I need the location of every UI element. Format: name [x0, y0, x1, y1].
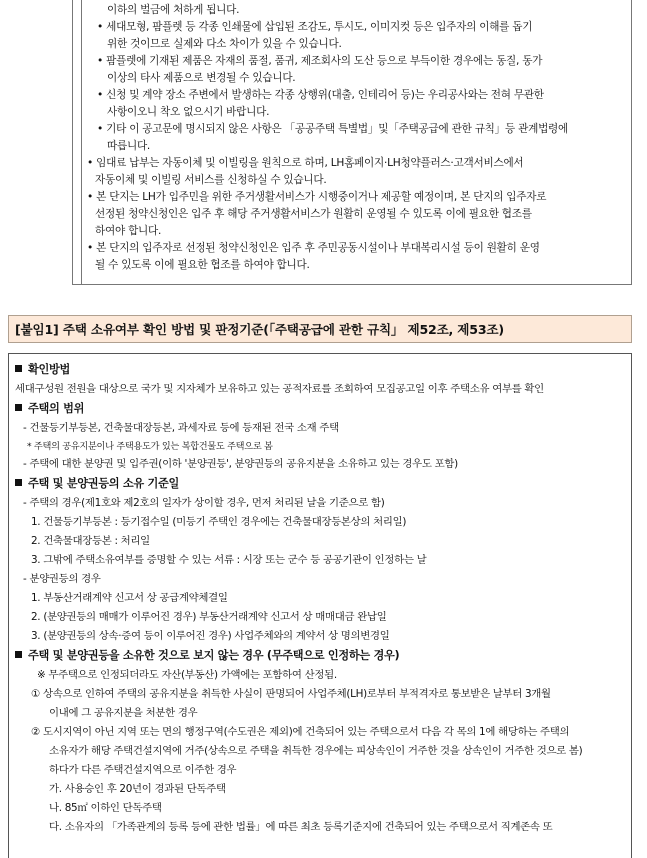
basis-housing-item: 1. 건물등기부등본 : 등기접수일 (미등기 주택인 경우에는 건축물대장등본상의 처리일) — [31, 516, 407, 528]
notice-box — [72, 0, 632, 285]
notice-line: • 본 단지는 LH가 입주민을 위한 주거생활서비스가 시행중이거나 제공할 예정이며, 본 단지의 입주자로 — [87, 191, 547, 203]
method-heading-text: 확인방법 — [28, 363, 71, 376]
notice-line: • 세대모형, 팜플렛 등 각종 인쇄물에 삽입된 조감도, 투시도, 이미지컷 등은 입주자의 이해를 돕기 — [97, 21, 533, 33]
square-bullet-icon — [15, 365, 22, 372]
notice-divider — [81, 0, 82, 284]
basis-presale: - 분양권등의 경우 — [23, 573, 101, 585]
exempt-line: 가. 사용승인 후 20년이 경과된 단독주택 — [49, 783, 226, 795]
criteria-box — [8, 353, 632, 858]
exempt-line: 다. 소유자의 「가족관계의 등록 등에 관한 법률」에 따른 최초 등록기준지에 건축되어 있는 주택으로서 직계존속 또 — [49, 821, 553, 833]
exempt-note: ※ 무주택으로 인정되더라도 자산(부동산) 가액에는 포함하여 산정됨. — [37, 669, 337, 681]
scope-heading-text: 주택의 범위 — [28, 402, 85, 415]
attachment-title: [붙임1] 주택 소유여부 확인 방법 및 판정기준(「주택공급에 관한 규칙」 제52조, 제53조) — [8, 315, 632, 343]
exempt-heading — [11, 646, 629, 666]
basis-housing-item: 2. 건축물대장등본 : 처리일 — [31, 535, 150, 547]
exempt-line: 하다가 다른 주택건설지역으로 이주한 경우 — [49, 764, 237, 776]
notice-text — [87, 2, 627, 274]
basis-presale-item: 2. (분양권등의 매매가 이루어진 경우) 부동산거래계약 신고서 상 매매대금 완납일 — [31, 611, 387, 623]
exempt-line: 나. 85㎡ 이하인 단독주택 — [49, 802, 162, 814]
exempt-line: ② 도시지역이 아닌 지역 또는 면의 행정구역(수도권은 제외)에 건축되어 있는 주택으로서 다음 각 목의 1에 해당하는 주택의 — [31, 726, 570, 738]
method-heading — [11, 360, 629, 380]
exempt-heading-text: 주택 및 분양권등을 소유한 것으로 보지 않는 경우 (무주택으로 인정하는 경우) — [28, 649, 400, 662]
basis-presale-item: 1. 부동산거래계약 신고서 상 공급계약체결일 — [31, 592, 228, 604]
notice-line: 하여야 합니다. — [95, 225, 162, 237]
square-bullet-icon — [15, 651, 22, 658]
basis-housing-item: 3. 그밖에 주택소유여부를 증명할 수 있는 서류 : 시장 또는 군수 등 공공기관이 인정하는 날 — [31, 554, 427, 566]
notice-line: • 기타 이 공고문에 명시되지 않은 사항은 「공공주택 특별법」및「주택공급에 관한 규칙」등 관계법령에 — [97, 123, 569, 135]
scope-note: * 주택의 공유지분이나 주택용도가 있는 복합건물도 주택으로 봄 — [27, 441, 273, 452]
notice-line: 이하의 벌금에 처하게 됩니다. — [107, 4, 240, 16]
exempt-line: 이내에 그 공유지분을 처분한 경우 — [49, 707, 198, 719]
basis-heading — [11, 474, 629, 494]
scope-heading — [11, 399, 629, 419]
method-text: 세대구성원 전원을 대상으로 국가 및 지자체가 보유하고 있는 공적자료를 조회하여 모집공고일 이후 주택소유 여부를 확인 — [15, 383, 544, 395]
notice-line: 따릅니다. — [107, 140, 151, 152]
notice-line: 자동이체 및 이빌링 서비스를 신청하실 수 있습니다. — [95, 174, 327, 186]
basis-presale-item: 3. (분양권등의 상속·증여 등이 이루어진 경우) 사업주체와의 계약서 상 명의변경일 — [31, 630, 390, 642]
notice-line: • 신청 및 계약 장소 주변에서 발생하는 각종 상행위(대출, 인테리어 등)는 우리공사와는 전혀 무관한 — [97, 89, 544, 101]
basis-heading-text: 주택 및 분양권등의 소유 기준일 — [28, 477, 179, 490]
square-bullet-icon — [15, 404, 22, 411]
notice-line: 선정된 청약신청인은 입주 후 해당 주거생활서비스가 원활히 운영될 수 있도록 이에 필요한 협조를 — [95, 208, 532, 220]
scope-item: - 건물등기부등본, 건축물대장등본, 과세자료 등에 등재된 전국 소재 주택 — [23, 422, 339, 434]
exempt-line: ① 상속으로 인하여 주택의 공유지분을 취득한 사실이 판명되어 사업주체(LH)로부터 부적격자로 통보받은 날부터 3개월 — [31, 688, 551, 700]
scope-item: - 주택에 대한 분양권 및 입주권(이하 '분양권등', 분양권등의 공유지분을 소유하고 있는 경우도 포함) — [23, 458, 458, 470]
notice-line: • 본 단지의 입주자로 선정된 청약신청인은 입주 후 주민공동시설이나 부대복리시설 등이 원활히 운영 — [87, 242, 540, 254]
notice-line: 사항이오니 착오 없으시기 바랍니다. — [107, 106, 270, 118]
notice-line: 이상의 타사 제품으로 변경될 수 있습니다. — [107, 72, 296, 84]
square-bullet-icon — [15, 479, 22, 486]
criteria-text — [11, 360, 629, 837]
notice-line: 될 수 있도록 이에 필요한 협조를 하여야 합니다. — [95, 259, 310, 271]
notice-line: • 임대료 납부는 자동이체 및 이빌링을 원칙으로 하며, LH홈페이지·LH청약플러스·고객서비스에서 — [87, 157, 524, 169]
notice-line: • 팜플렛에 기재된 제품은 자재의 품절, 품귀, 제조회사의 도산 등으로 부득이한 경우에는 동질, 동가 — [97, 55, 543, 67]
notice-line: 위한 것이므로 실제와 다소 차이가 있을 수 있습니다. — [107, 38, 342, 50]
exempt-line: 소유자가 해당 주택건설지역에 거주(상속으로 주택을 취득한 경우에는 피상속인이 거주한 것을 상속인이 거주한 것으로 봄) — [49, 745, 583, 757]
basis-housing: - 주택의 경우(제1호와 제2호의 일자가 상이할 경우, 먼저 처리된 날을 기준으로 함) — [23, 497, 385, 509]
